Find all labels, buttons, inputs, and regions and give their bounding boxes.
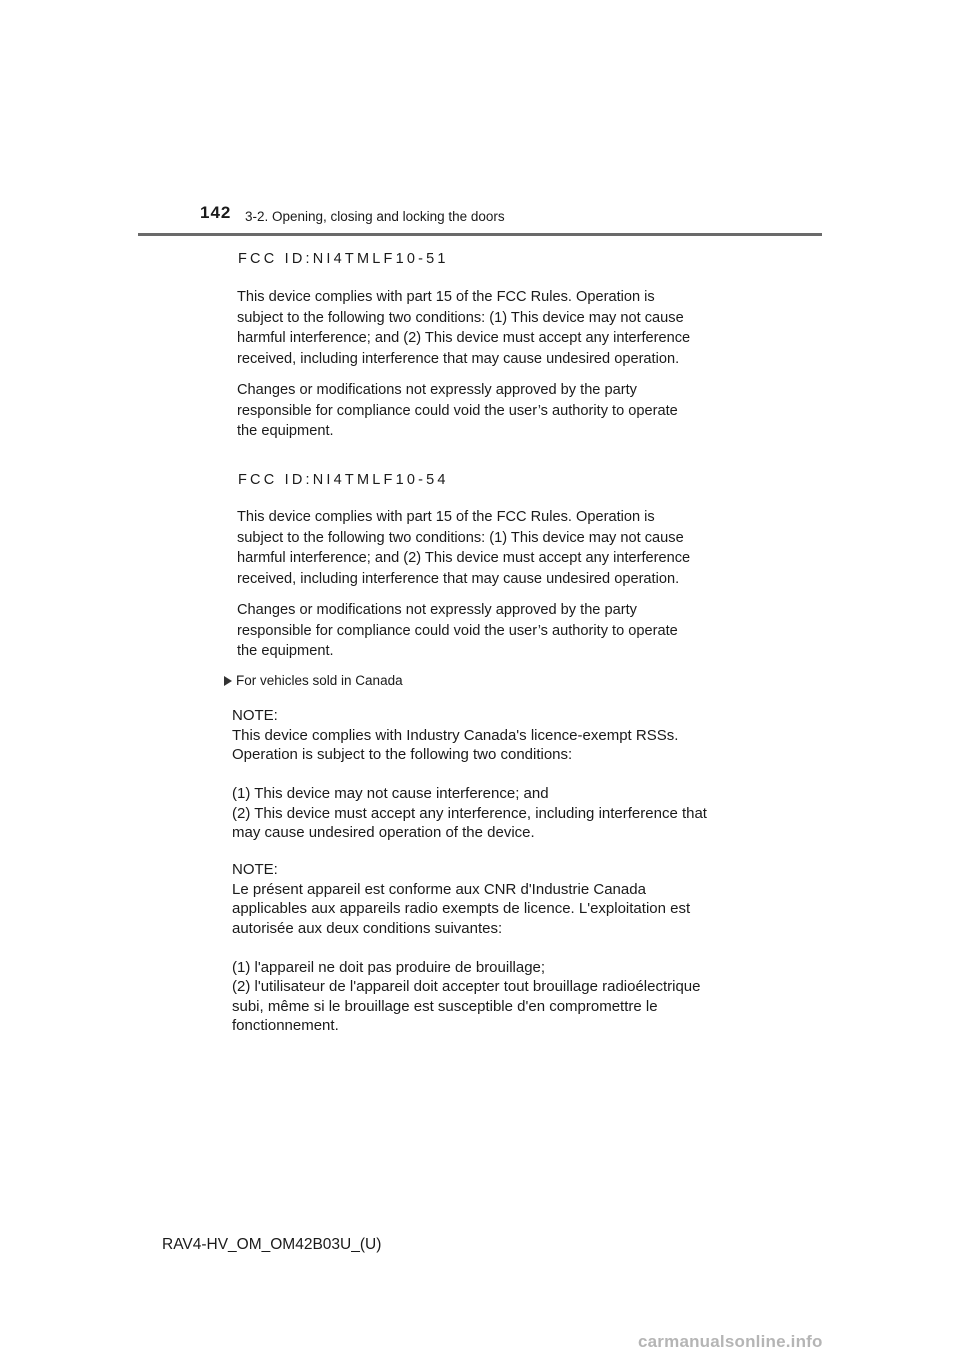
text-line: the equipment. xyxy=(237,643,334,659)
text-line: Changes or modifications not expressly approved by the party xyxy=(237,382,637,398)
note-english xyxy=(232,706,752,843)
note-label: NOTE: xyxy=(232,707,278,724)
text-line: the equipment. xyxy=(237,423,334,439)
text-line: (2) l'utilisateur de l'appareil doit accepter tout brouillage radioélectrique xyxy=(232,978,701,995)
text-line: Changes or modifications not expressly approved by the party xyxy=(237,602,637,618)
fcc-changes-2 xyxy=(237,600,737,662)
page-number: 142 xyxy=(200,203,232,222)
section-title: 3-2. Opening, closing and locking the doors xyxy=(245,209,505,224)
text-line: harmful interference; and (2) This device must accept any interference xyxy=(237,330,691,346)
note-label: NOTE: xyxy=(232,861,278,878)
spacer xyxy=(232,765,752,785)
canada-heading xyxy=(224,673,403,688)
document-code: RAV4-HV_OM_OM42B03U_(U) xyxy=(162,1236,382,1253)
fcc-id-1: FCC ID:NI4TMLF10-51 xyxy=(238,251,449,267)
text-line: Le présent appareil est conforme aux CNR d'Industrie Canada xyxy=(232,880,646,898)
text-line: responsible for compliance could void the user’s authority to operate xyxy=(237,622,678,639)
text-line: Operation is subject to the following two conditions: xyxy=(232,746,573,763)
triangle-bullet-icon xyxy=(224,676,232,686)
fcc-id-2: FCC ID:NI4TMLF10-54 xyxy=(238,472,449,488)
text-line: (1) This device may not cause interference; and xyxy=(232,785,549,802)
text-line: subject to the following two conditions: (1) This device may not cause xyxy=(237,529,684,546)
fcc-changes-1 xyxy=(237,380,737,442)
canada-heading-text: For vehicles sold in Canada xyxy=(236,673,403,688)
text-line: This device complies with part 15 of the FCC Rules. Operation is xyxy=(237,509,655,525)
watermark: carmanualsonline.info xyxy=(638,1332,823,1351)
fcc-compliance-1 xyxy=(237,287,737,369)
text-line: responsible for compliance could void the user’s authority to operate xyxy=(237,402,678,419)
text-line: (2) This device must accept any interference, including interference that xyxy=(232,804,707,822)
text-line: fonctionnement. xyxy=(232,1017,339,1034)
text-line: may cause undesired operation of the device. xyxy=(232,824,535,841)
text-line: received, including interference that may cause undesired operation. xyxy=(237,570,680,587)
spacer xyxy=(232,938,752,958)
text-line: This device complies with part 15 of the FCC Rules. Operation is xyxy=(237,289,655,305)
note-french xyxy=(232,860,752,1036)
fcc-compliance-2 xyxy=(237,507,737,589)
header-divider xyxy=(138,233,822,236)
text-line: harmful interference; and (2) This device must accept any interference xyxy=(237,550,691,566)
text-line: (1) l'appareil ne doit pas produire de brouillage; xyxy=(232,958,546,976)
text-line: autorisée aux deux conditions suivantes: xyxy=(232,919,503,937)
text-line: This device complies with Industry Canada's licence-exempt RSSs. xyxy=(232,726,679,744)
text-line: subject to the following two conditions: (1) This device may not cause xyxy=(237,309,684,326)
text-line: applicables aux appareils radio exempts de licence. L'exploitation est xyxy=(232,900,691,917)
text-line: received, including interference that may cause undesired operation. xyxy=(237,350,680,367)
text-line: subi, même si le brouillage est susceptible d'en compromettre le xyxy=(232,997,658,1015)
